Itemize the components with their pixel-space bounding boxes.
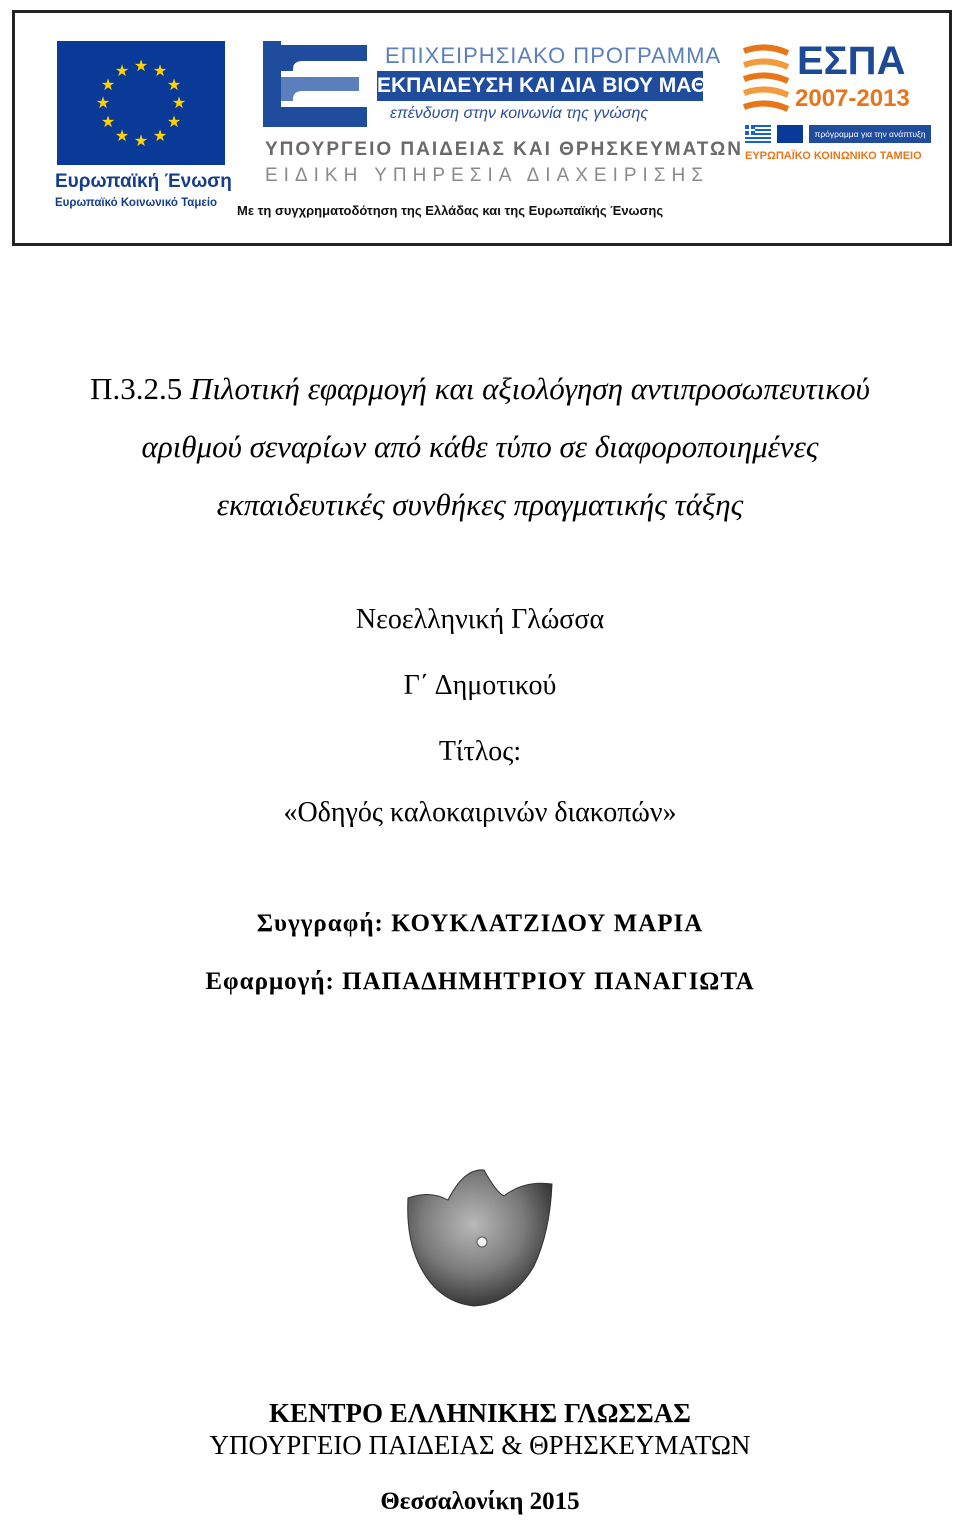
svg-text:★: ★: [171, 93, 187, 112]
footer-ministry: ΥΠΟΥΡΓΕΙΟ ΠΑΙΔΕΙΑΣ & ΘΡΗΣΚΕΥΜΑΤΩΝ: [209, 1430, 751, 1460]
footer-center-name: ΚΕΝΤΡΟ ΕΛΛΗΝΙΚΗΣ ΓΛΩΣΣΑΣ: [269, 1398, 691, 1428]
svg-text:★: ★: [114, 126, 130, 145]
banner-ministry: ΥΠΟΥΡΓΕΙΟ ΠΑΙΔΕΙΑΣ ΚΑΙ ΘΡΗΣΚΕΥΜΑΤΩΝ: [265, 139, 743, 160]
programme-logo-icon: [263, 41, 373, 131]
heading-line-1: [0, 360, 960, 418]
programme-slogan: επένδυση στην κοινωνία της γνώσης: [390, 105, 649, 122]
heading-line-2: αριθμού σεναρίων από κάθε τύπο σε διαφοροποιημένες: [141, 429, 819, 464]
document-heading: [0, 360, 960, 534]
footer-place-year: Θεσσαλονίκη 2015: [380, 1488, 580, 1515]
espa-fund-name: ΕΥΡΩΠΑΪΚΟ ΚΟΙΝΩΝΙΚΟ ΤΑΜΕΙΟ: [745, 150, 922, 162]
svg-text:★: ★: [133, 56, 149, 75]
cofunding-note: Με τη συγχρηματοδότηση της Ελλάδας και της Ευρωπαϊκής Ένωσης: [237, 203, 664, 218]
eu-name: Ευρωπαϊκή Ένωση: [55, 171, 232, 192]
heading-line-1-text: Πιλοτική εφαρμογή και αξιολόγηση αντιπροσωπευτικού: [190, 371, 870, 406]
document-title: «Οδηγός καλοκαιρινών διακοπών»: [283, 797, 677, 828]
programme-line-2: ΕΚΠΑΙΔΕΥΣΗ ΚΑΙ ΔΙΑ ΒΙΟΥ ΜΑΘΗΣΗ: [377, 71, 703, 101]
heading-line-3: εκπαιδευτικές συνθήκες πραγματικής τάξης: [216, 487, 744, 522]
svg-text:★: ★: [152, 61, 168, 80]
application-credit: Εφαρμογή: ΠΑΠΑΔΗΜΗΤΡΙΟΥ ΠΑΝΑΓΙΩΤΑ: [205, 968, 755, 995]
title-label: Τίτλος:: [438, 736, 522, 767]
eu-mini-flag-icon: [777, 125, 803, 143]
programme-line-1: ΕΠΙΧΕΙΡΗΣΙΑΚΟ ΠΡΟΓΡΑΜΜΑ: [385, 43, 722, 68]
svg-text:★: ★: [166, 75, 182, 94]
stone-artifact-emblem: [400, 1162, 560, 1312]
heading-prefix: Π.3.2.5: [90, 371, 183, 406]
author-credit: Συγγραφή: ΚΟΥΚΛΑΤΖΙΔΟΥ ΜΑΡΙΑ: [256, 910, 704, 937]
espa-years: 2007-2013: [795, 85, 910, 112]
svg-text:★: ★: [152, 126, 168, 145]
svg-text:★: ★: [166, 112, 182, 131]
eu-flag-logo: [57, 41, 225, 165]
svg-text:★: ★: [100, 112, 116, 131]
eu-fund-name: Ευρωπαϊκό Κοινωνικό Ταμείο: [55, 197, 218, 209]
grade: Γ΄ Δημοτικού: [403, 670, 557, 701]
banner-service: ΕΙΔΙΚΗ ΥΠΗΡΕΣΙΑ ΔΙΑΧΕΙΡΙΣΗΣ: [265, 165, 710, 186]
svg-text:★: ★: [133, 131, 149, 150]
funding-banner: [12, 10, 952, 246]
espa-badge: πρόγραμμα για την ανάπτυξη: [809, 125, 931, 143]
espa-title: ΕΣΠΑ: [797, 39, 906, 83]
subject: Νεοελληνική Γλώσσα: [355, 604, 605, 635]
svg-text:★: ★: [114, 61, 130, 80]
espa-wave-icon: [740, 41, 792, 121]
greek-flag-icon: [745, 125, 771, 143]
svg-text:★: ★: [95, 93, 111, 112]
svg-text:★: ★: [100, 75, 116, 94]
eu-stars-icon: [57, 41, 225, 165]
